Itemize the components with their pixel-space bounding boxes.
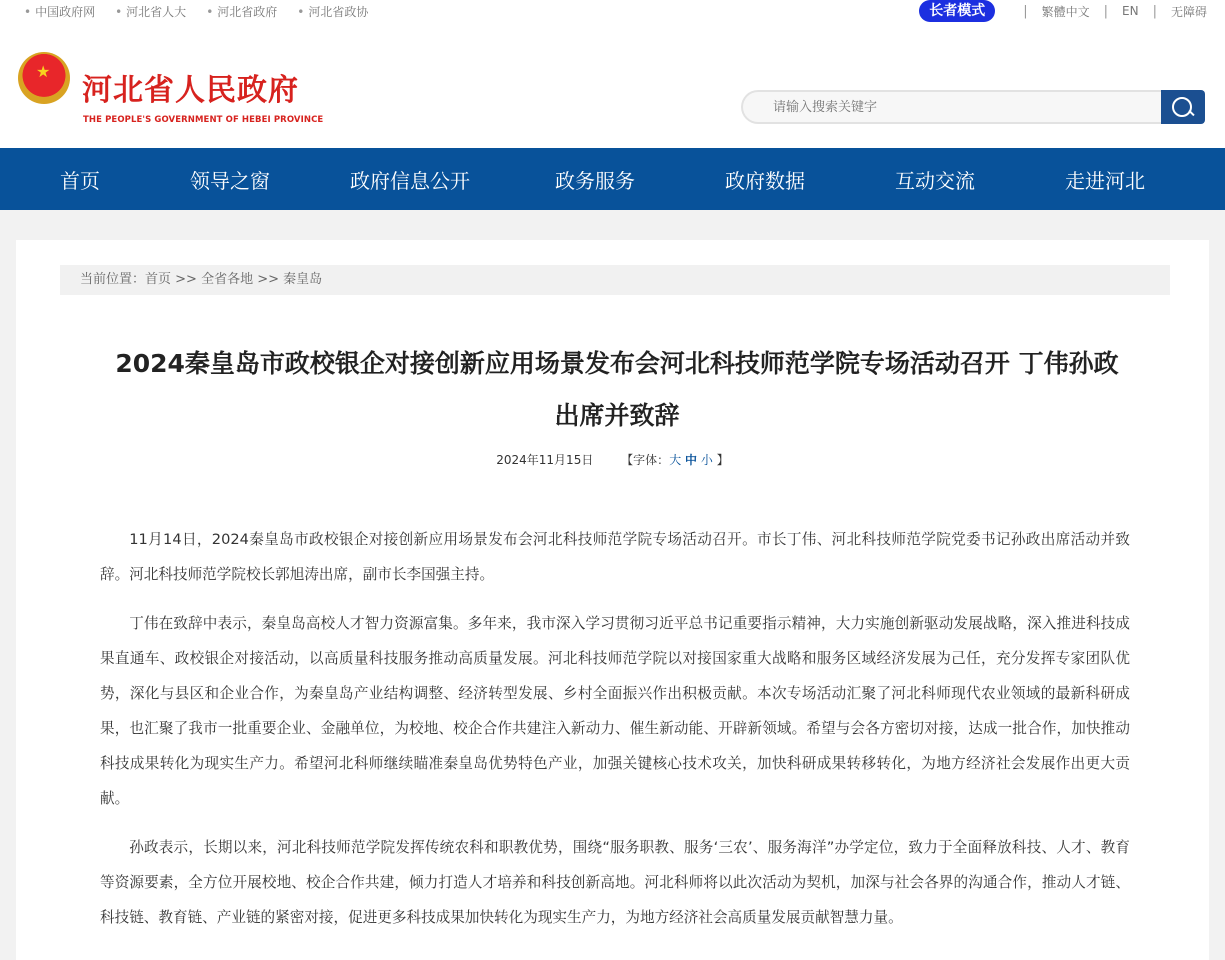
article-body <box>100 522 1130 949</box>
breadcrumb-qinhuangdao[interactable]: 秦皇岛 <box>283 272 323 287</box>
nav-home[interactable]: 首页 <box>60 168 100 193</box>
accessibility-link[interactable]: 无障碍 <box>1170 4 1207 19</box>
traditional-chinese-link[interactable]: 繁體中文 <box>1041 4 1090 19</box>
search-input[interactable] <box>741 90 1161 124</box>
top-right-tools <box>919 0 1207 22</box>
nav-leaders[interactable]: 领导之窗 <box>190 168 270 193</box>
main-nav <box>0 148 1225 210</box>
breadcrumb-home[interactable]: 首页 <box>145 272 172 287</box>
article-paragraph: 孙政表示，长期以来，河北科技师范学院发挥传统农科和职教优势，围绕“服务职教、服务‘三农’、服务海洋”办学定位，致力于全面释放科技、人才、教育等资源要素，全方位开展校地、校企合作共建，倾力打造人才培养和科技创新高地。河北科师将以此次活动为契机，加深与社会各界的沟通合作，推动人才链、科技链、教育链、产业链的紧密对接，促进更多科技成果加快转化为现实生产力，为地方经济社会高质量发展贡献智慧力量。 <box>100 839 1130 926</box>
divider: | <box>1152 3 1157 19</box>
divider: | <box>1103 3 1109 19</box>
national-emblem-icon <box>18 52 70 104</box>
nav-gov-services[interactable]: 政务服务 <box>555 168 635 193</box>
font-large-button[interactable]: 大 <box>669 453 682 467</box>
breadcrumb-regions[interactable]: 全省各地 <box>201 272 254 287</box>
link-hebei-cppcc[interactable]: • 河北省政协 <box>297 3 368 20</box>
elder-mode-button[interactable]: 长者模式 <box>919 0 995 22</box>
search-box <box>741 90 1205 124</box>
font-small-button[interactable]: 小 <box>700 453 713 467</box>
nav-interaction[interactable]: 互动交流 <box>895 168 975 193</box>
site-subtitle: THE PEOPLE'S GOVERNMENT OF HEBEI PROVINCE <box>83 115 324 125</box>
star-icon: ★ <box>36 62 51 81</box>
link-hebei-gov[interactable]: • 河北省政府 <box>206 3 277 20</box>
publish-date: 2024年11月15日 <box>496 453 594 467</box>
article-container <box>16 240 1209 960</box>
search-button[interactable] <box>1161 90 1205 124</box>
nav-gov-data[interactable]: 政府数据 <box>725 168 805 193</box>
font-size-switcher: 【字体：大 中 小 】 <box>621 453 729 467</box>
top-links <box>24 3 368 20</box>
site-header <box>0 22 1225 148</box>
article-paragraph: 11月14日，2024秦皇岛市政校银企对接创新应用场景发布会河北科技师范学院专场活动召开。市长丁伟、河北科技师范学院党委书记孙政出席活动并致辞。河北科技师范学院校长郭旭涛出席，副市长李国强主持。 <box>100 531 1130 583</box>
font-medium-button[interactable]: 中 <box>685 453 698 467</box>
article-title: 2024秦皇岛市政校银企对接创新应用场景发布会河北科技师范学院专场活动召开 丁伟孙政出席并致辞 <box>115 349 1119 430</box>
divider: | <box>1023 3 1028 19</box>
english-link[interactable]: EN <box>1122 4 1139 18</box>
top-bar <box>0 0 1225 22</box>
article-paragraph: 丁伟在致辞中表示，秦皇岛高校人才智力资源富集。多年来，我市深入学习贯彻习近平总书记重要指示精神，大力实施创新驱动发展战略，深入推进科技成果直通车、政校银企对接活动，以高质量科技服务推动高质量发展。河北科技师范学院以对接国家重大战略和服务区域经济发展为己任，充分发挥专家团队优势，深化与县区和企业合作，为秦皇岛产业结构调整、经济转型发展、乡村全面振兴作出积极贡献。本次专场活动汇聚了河北科师现代农业领域的最新科研成果，也汇聚了我市一批重要企业、金融单位，为校地、校企合作共建注入新动力、催生新动能、开辟新领域。希望与会各方密切对接，达成一批合作，加快推动科技成果转化为现实生产力。希望河北科师继续瞄准秦皇岛优势特色产业，加强关键核心技术攻关，加快科研成果转移转化，为地方经济社会发展作出更大贡献。 <box>100 615 1130 807</box>
nav-about-hebei[interactable]: 走进河北 <box>1065 168 1145 193</box>
site-title[interactable]: 河北省人民政府 <box>82 73 299 108</box>
breadcrumb: 当前位置：首页 >> 全省各地 >> 秦皇岛 <box>60 265 1170 295</box>
link-gov-cn[interactable]: • 中国政府网 <box>24 3 95 20</box>
search-icon <box>1172 97 1192 117</box>
link-hebei-npc[interactable]: • 河北省人大 <box>115 3 186 20</box>
nav-info-disclosure[interactable]: 政府信息公开 <box>350 168 470 193</box>
article-meta <box>16 451 1209 468</box>
breadcrumb-prefix: 当前位置： <box>80 272 146 287</box>
